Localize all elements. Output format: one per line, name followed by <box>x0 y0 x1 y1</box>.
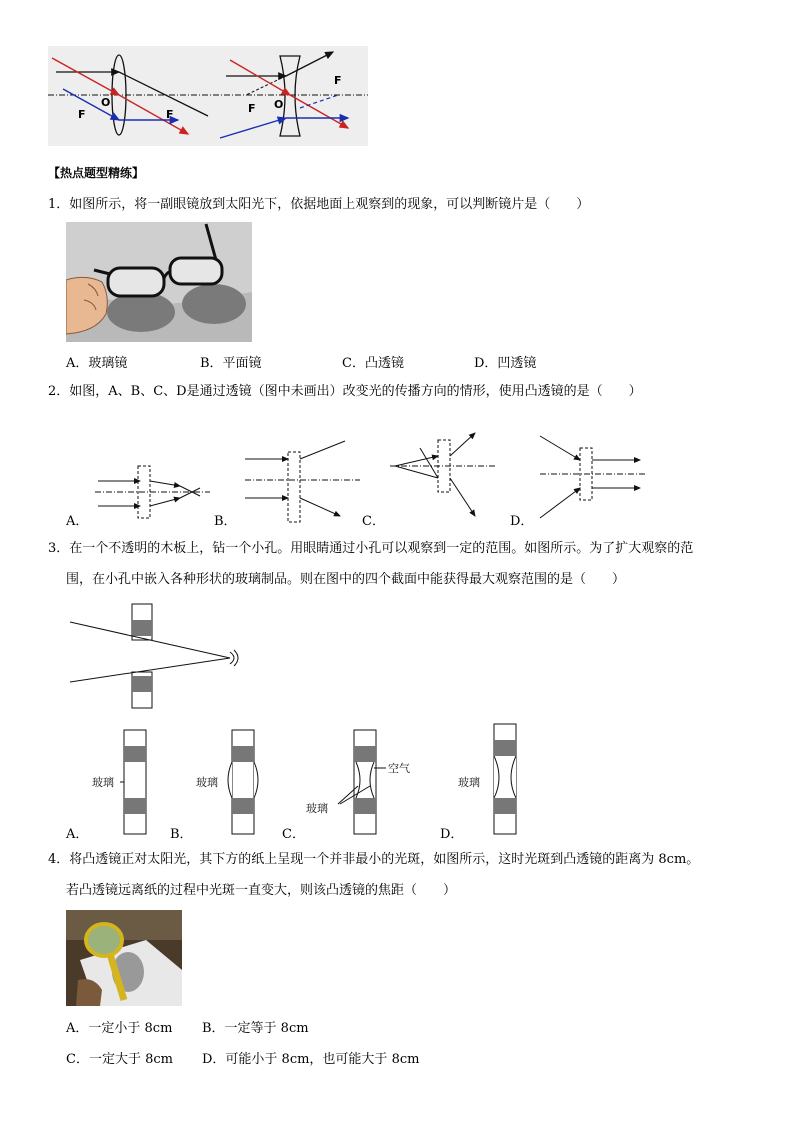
question-text: 如图所示，将一副眼镜放到太阳光下，依据地面上观察到的现象，可以判断镜片是（ ） <box>69 197 590 212</box>
q3-options-figure <box>84 720 544 838</box>
q3-a-glass-label: 玻璃 <box>92 776 114 789</box>
question-number: 1． <box>48 197 70 212</box>
lens-shadow-left <box>107 292 175 332</box>
question-number: 4． <box>48 852 70 867</box>
convex-focus-right-label: F <box>166 108 174 121</box>
question-text: 在一个不透明的木板上，钻一个小孔。用眼睛通过小孔可以观察到一定的范围。如图所示。为了扩大观察的范 <box>69 541 694 556</box>
q2-figure-a <box>95 466 210 518</box>
q2-option-c: C． <box>362 514 385 529</box>
concave-optical-center-label: O <box>274 98 284 111</box>
diagram-background <box>48 46 368 146</box>
question-4-line-2: 若凸透镜远离纸的过程中光斑一直变大，则该凸透镜的焦距（ ） <box>66 883 457 898</box>
question-text: 如图，A、B、C、D是通过透镜（图中未画出）改变光的传播方向的情形，使用凸透镜的是（ ） <box>69 384 642 399</box>
concave-focus-right-label: F <box>334 74 342 87</box>
convex-focus-left-label: F <box>78 108 86 121</box>
q2-figure-c <box>390 433 495 516</box>
q3-c-air-label: 空气 <box>388 762 410 775</box>
glasses-photo <box>66 222 252 342</box>
lens-shadow-right <box>182 284 246 324</box>
q4-option-c: C．一定大于 8cm <box>66 1052 173 1067</box>
q2-option-d: D． <box>510 514 534 529</box>
q3-option-c: C． <box>282 827 305 842</box>
glasses-lens-left <box>108 268 164 296</box>
convex-optical-center-label: O <box>101 96 111 109</box>
question-4-line-1 <box>48 850 699 870</box>
concave-focus-left-label: F <box>248 102 256 115</box>
magnifier-lens <box>86 924 122 956</box>
q3-figure-a <box>92 730 146 834</box>
q3-d-glass-label: 玻璃 <box>458 776 480 789</box>
q3-c-glass-label: 玻璃 <box>306 802 328 815</box>
magnifier-sun-photo <box>66 910 182 1006</box>
lens-ray-diagram <box>48 46 368 146</box>
q3-figure-b <box>196 730 258 834</box>
q1-option-b: B．平面镜 <box>200 356 262 371</box>
q2-option-b: B． <box>214 514 237 529</box>
q1-option-c: C．凸透镜 <box>342 356 404 371</box>
question-text: 将凸透镜正对太阳光，其下方的纸上呈现一个并非最小的光斑，如图所示，这时光斑到凸透镜的距离为 8cm。 <box>69 852 700 867</box>
q2-figure-b <box>245 441 360 522</box>
q2-figures <box>60 428 660 528</box>
question-number: 2． <box>48 384 70 399</box>
q4-option-d: D．可能小于 8cm，也可能大于 8cm <box>202 1052 420 1067</box>
q3-option-b: B． <box>170 827 193 842</box>
q3-eye-board-figure <box>66 600 256 712</box>
q3-figure-c <box>306 730 410 834</box>
question-1 <box>48 195 589 215</box>
eye-icon <box>230 652 234 664</box>
q1-option-d: D．凹透镜 <box>474 356 537 371</box>
glasses-lens-right <box>170 258 222 284</box>
question-3-line-2: 围，在小孔中嵌入各种形状的玻璃制品。则在图中的四个截面中能获得最大观察范围的是（ ） <box>66 572 626 587</box>
q3-option-d: D． <box>440 827 464 842</box>
q3-b-glass-label: 玻璃 <box>196 776 218 789</box>
q1-option-a: A．玻璃镜 <box>66 356 128 371</box>
question-3-line-1 <box>48 539 693 559</box>
question-number: 3． <box>48 541 70 556</box>
q3-option-a: A． <box>66 827 89 842</box>
q4-option-b: B．一定等于 8cm <box>202 1021 309 1036</box>
question-2 <box>48 382 642 402</box>
q2-figure-d <box>540 436 645 518</box>
q2-option-a: A． <box>66 514 89 529</box>
q3-figure-d <box>458 724 516 834</box>
q4-option-a: A．一定小于 8cm <box>66 1021 173 1036</box>
section-title: 【热点题型精练】 <box>48 166 145 180</box>
